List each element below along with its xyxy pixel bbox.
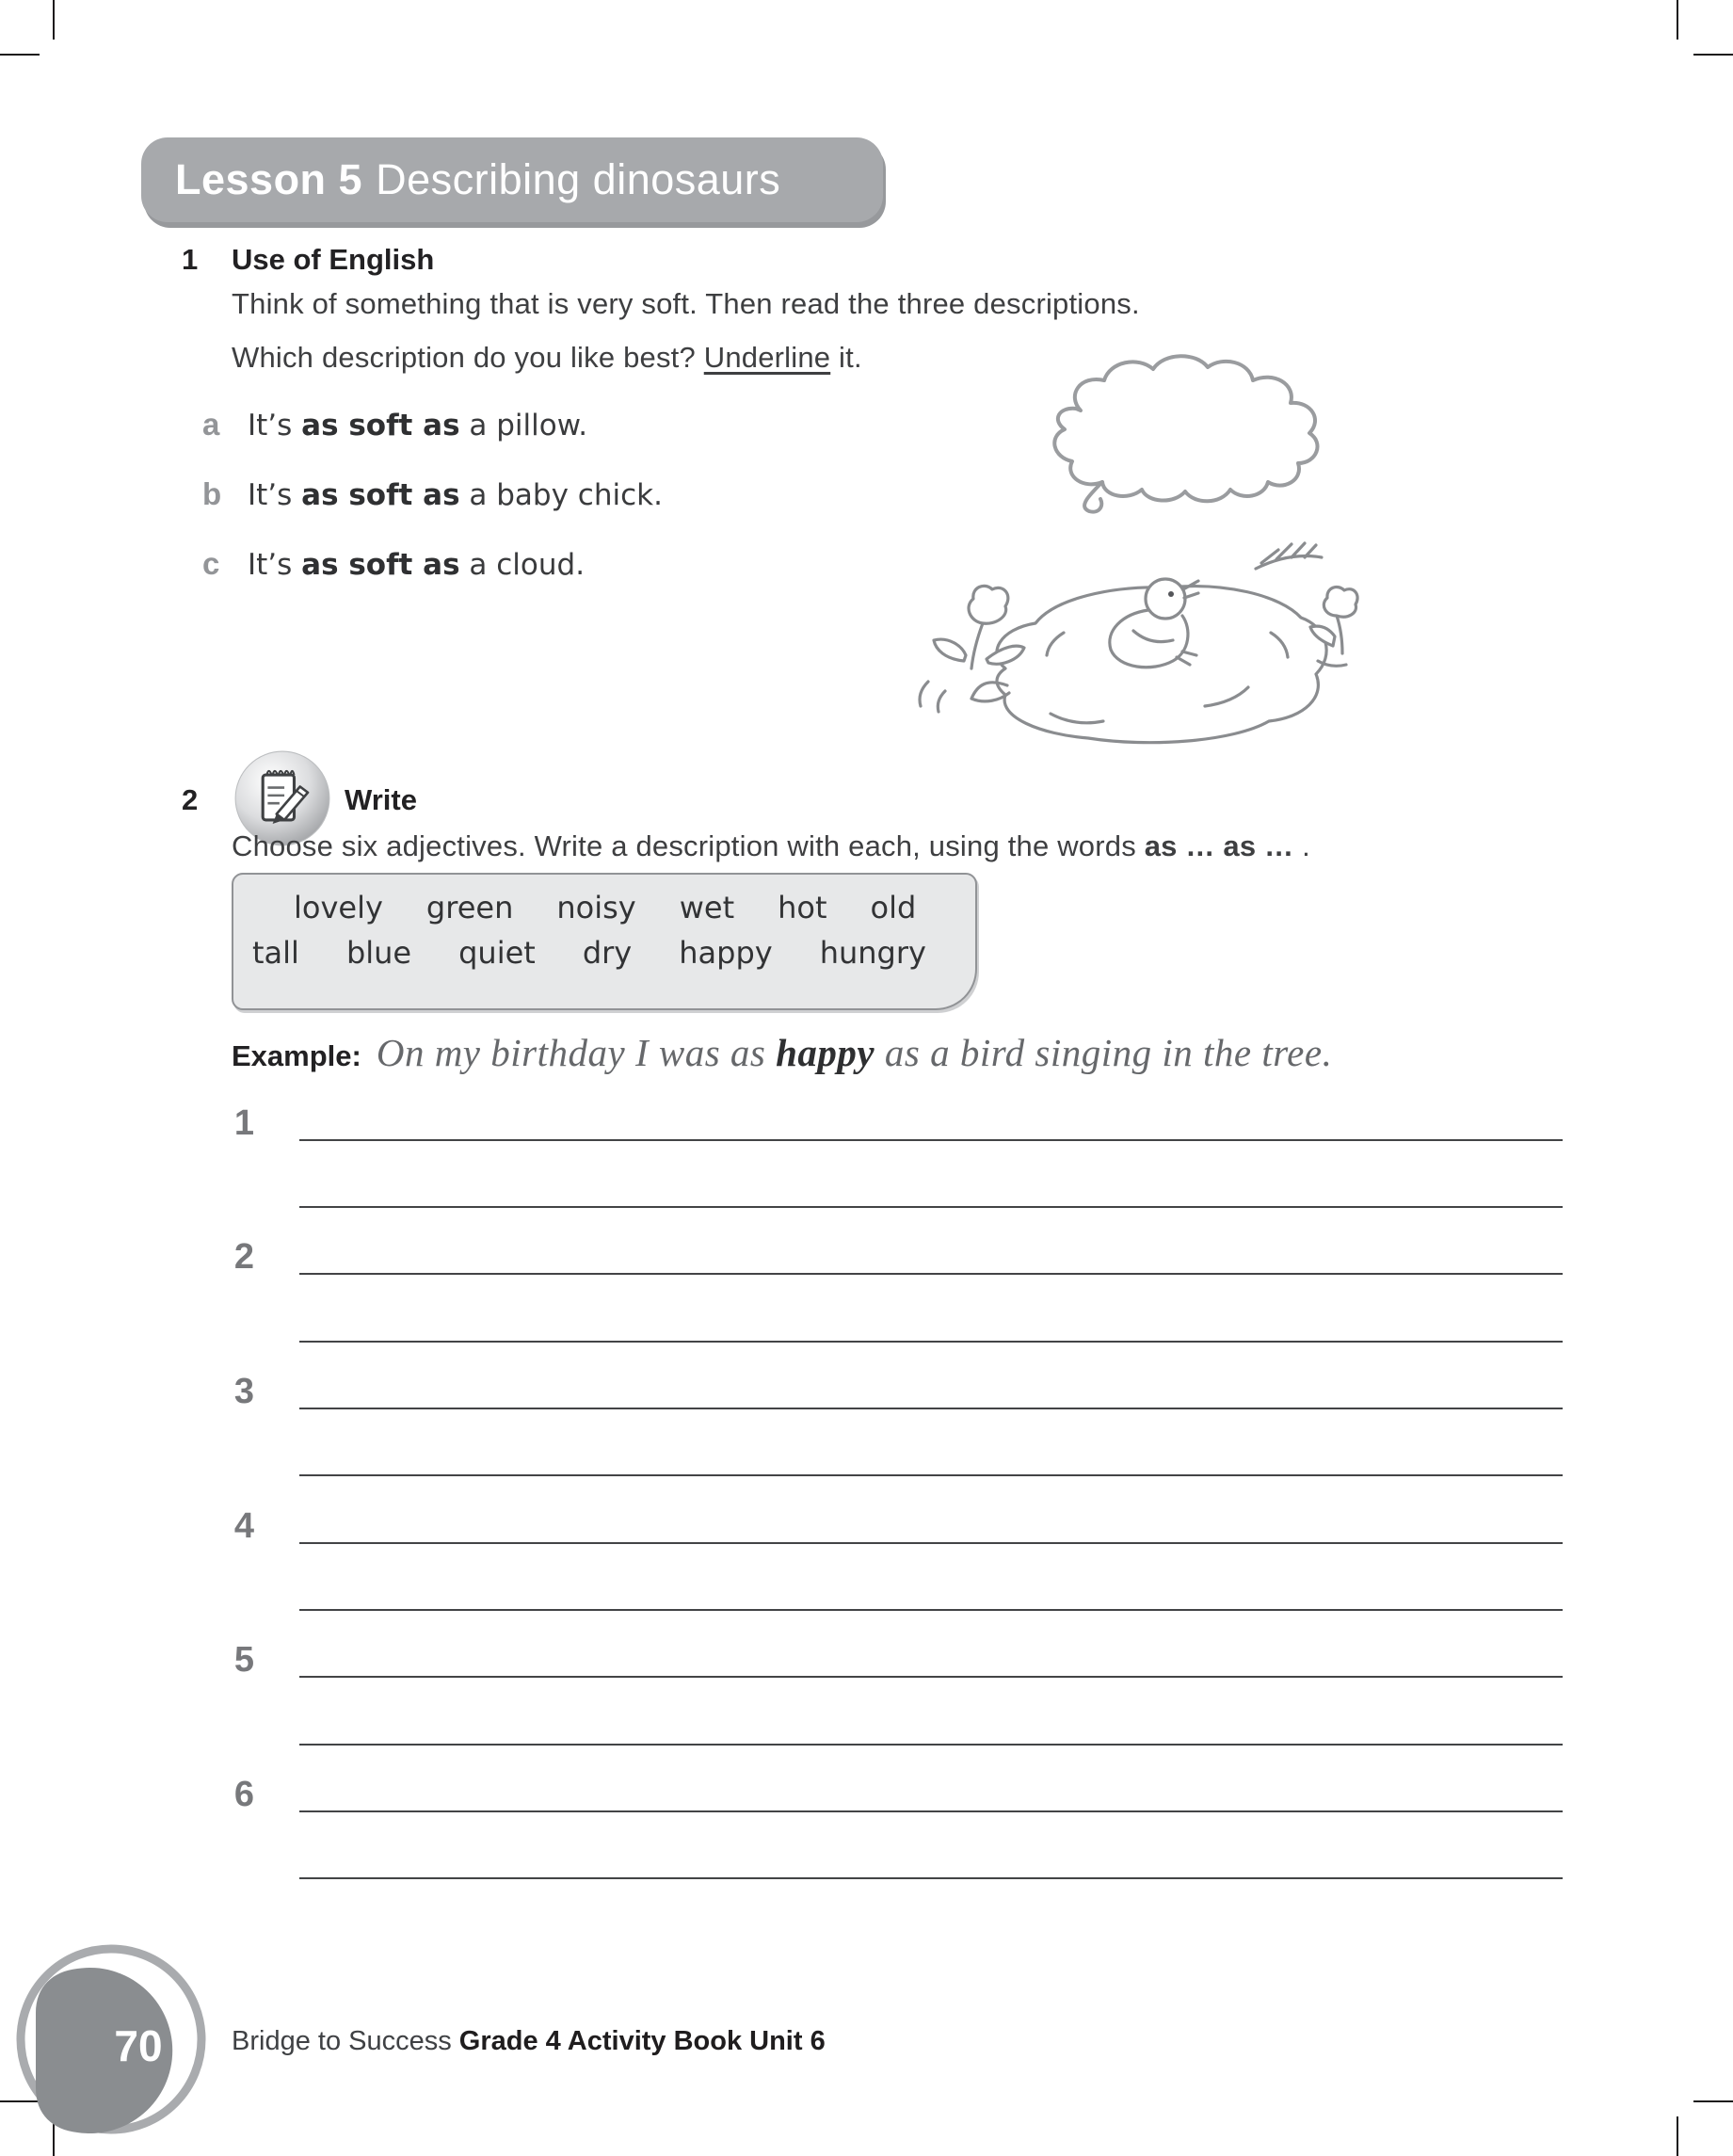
item-1-number: 1 (233, 1103, 254, 1143)
instruction-underline-word: Underline (703, 341, 831, 374)
example-post: as a bird singing in the tree. (875, 1031, 1333, 1074)
section2-instruction-post: . (1293, 829, 1310, 862)
crop-mark (53, 0, 55, 40)
page-number: 70 (114, 2021, 163, 2070)
lesson-title: Describing dinosaurs (376, 155, 781, 203)
option-b-pre: It’s (248, 478, 302, 512)
section2-title: Write (345, 783, 417, 816)
word-green: green (425, 890, 514, 925)
option-c-post: a cloud. (459, 548, 586, 582)
word-happy: happy (679, 935, 773, 971)
crop-mark (1677, 0, 1678, 40)
footer-series: Bridge to Success (232, 2026, 459, 2056)
option-c-text (248, 548, 585, 582)
write-line-5a[interactable] (299, 1676, 1563, 1678)
write-line-5b[interactable] (299, 1744, 1563, 1746)
option-b[interactable] (202, 476, 663, 512)
option-c-pre: It’s (248, 548, 302, 582)
write-line-6a[interactable] (299, 1810, 1563, 1812)
word-noisy: noisy (556, 890, 636, 925)
crop-mark (1677, 2116, 1678, 2156)
option-b-letter: b (202, 476, 222, 511)
section1-title: Use of English (232, 243, 435, 276)
word-box-row-1 (294, 890, 975, 925)
word-blue: blue (345, 935, 412, 971)
option-a-text (248, 409, 587, 442)
write-line-4b[interactable] (299, 1609, 1563, 1611)
word-tall: tall (252, 935, 299, 971)
word-dry: dry (582, 935, 633, 971)
item-3-number: 3 (233, 1372, 254, 1411)
write-line-1a[interactable] (299, 1139, 1563, 1141)
word-wet: wet (679, 890, 735, 925)
write-line-1b[interactable] (299, 1206, 1563, 1208)
word-old: old (870, 890, 917, 925)
lesson-label: Lesson 5 (175, 155, 363, 203)
write-line-3b[interactable] (299, 1474, 1563, 1476)
option-c-bold: as soft as (301, 548, 460, 582)
section2-instruction-pre: Choose six adjectives. Write a description with each, using the words (232, 829, 1145, 862)
write-line-6b[interactable] (299, 1877, 1563, 1879)
crop-mark (1693, 54, 1733, 56)
option-a-post: a pillow. (459, 409, 588, 442)
example-pre: On my birthday I was as (376, 1031, 777, 1074)
example-sentence (377, 1030, 1333, 1075)
instruction-line2-post: it. (830, 341, 862, 374)
option-b-bold: as soft as (301, 478, 460, 512)
word-hungry: hungry (819, 935, 926, 971)
section2-instruction-bold: as … as … (1144, 829, 1294, 862)
lesson-header (141, 137, 883, 222)
cloud-illustration-icon (1021, 337, 1332, 516)
write-line-3a[interactable] (299, 1408, 1563, 1409)
adjective-word-box (232, 873, 977, 1010)
word-lovely: lovely (294, 890, 383, 925)
section2-instruction (232, 829, 1310, 863)
word-hot: hot (778, 890, 827, 925)
option-b-text (248, 478, 663, 512)
item-6-number: 6 (233, 1775, 254, 1814)
item-2-number: 2 (233, 1237, 254, 1277)
item-4-number: 4 (233, 1506, 254, 1546)
option-a[interactable] (202, 407, 587, 442)
option-c[interactable] (202, 546, 585, 582)
section1-instruction-line2 (232, 341, 862, 375)
write-line-2b[interactable] (299, 1341, 1563, 1343)
example-row (232, 1030, 1332, 1075)
item-5-number: 5 (233, 1640, 254, 1680)
footer (232, 2026, 826, 2057)
section1-instruction-line1: Think of something that is very soft. Then read the three descriptions. (232, 287, 1140, 320)
word-box-row-2 (252, 935, 975, 971)
write-line-2a[interactable] (299, 1273, 1563, 1275)
instruction-line2-pre: Which description do you like best? (232, 341, 704, 374)
write-line-4a[interactable] (299, 1542, 1563, 1544)
option-b-post: a baby chick. (459, 478, 663, 512)
word-quiet: quiet (458, 935, 536, 971)
chick-on-pillow-illustration-icon (866, 520, 1384, 769)
section2-number: 2 (182, 783, 199, 816)
section1-number: 1 (182, 243, 199, 276)
crop-mark (0, 54, 40, 56)
option-c-letter: c (202, 546, 220, 581)
option-a-pre: It’s (248, 409, 302, 442)
crop-mark (1693, 2100, 1733, 2102)
option-a-bold: as soft as (301, 409, 460, 442)
example-highlight-word: happy (776, 1031, 875, 1074)
example-label: Example: (232, 1039, 361, 1072)
footer-book-title: Grade 4 Activity Book Unit 6 (458, 2026, 826, 2056)
option-a-letter: a (202, 407, 220, 442)
